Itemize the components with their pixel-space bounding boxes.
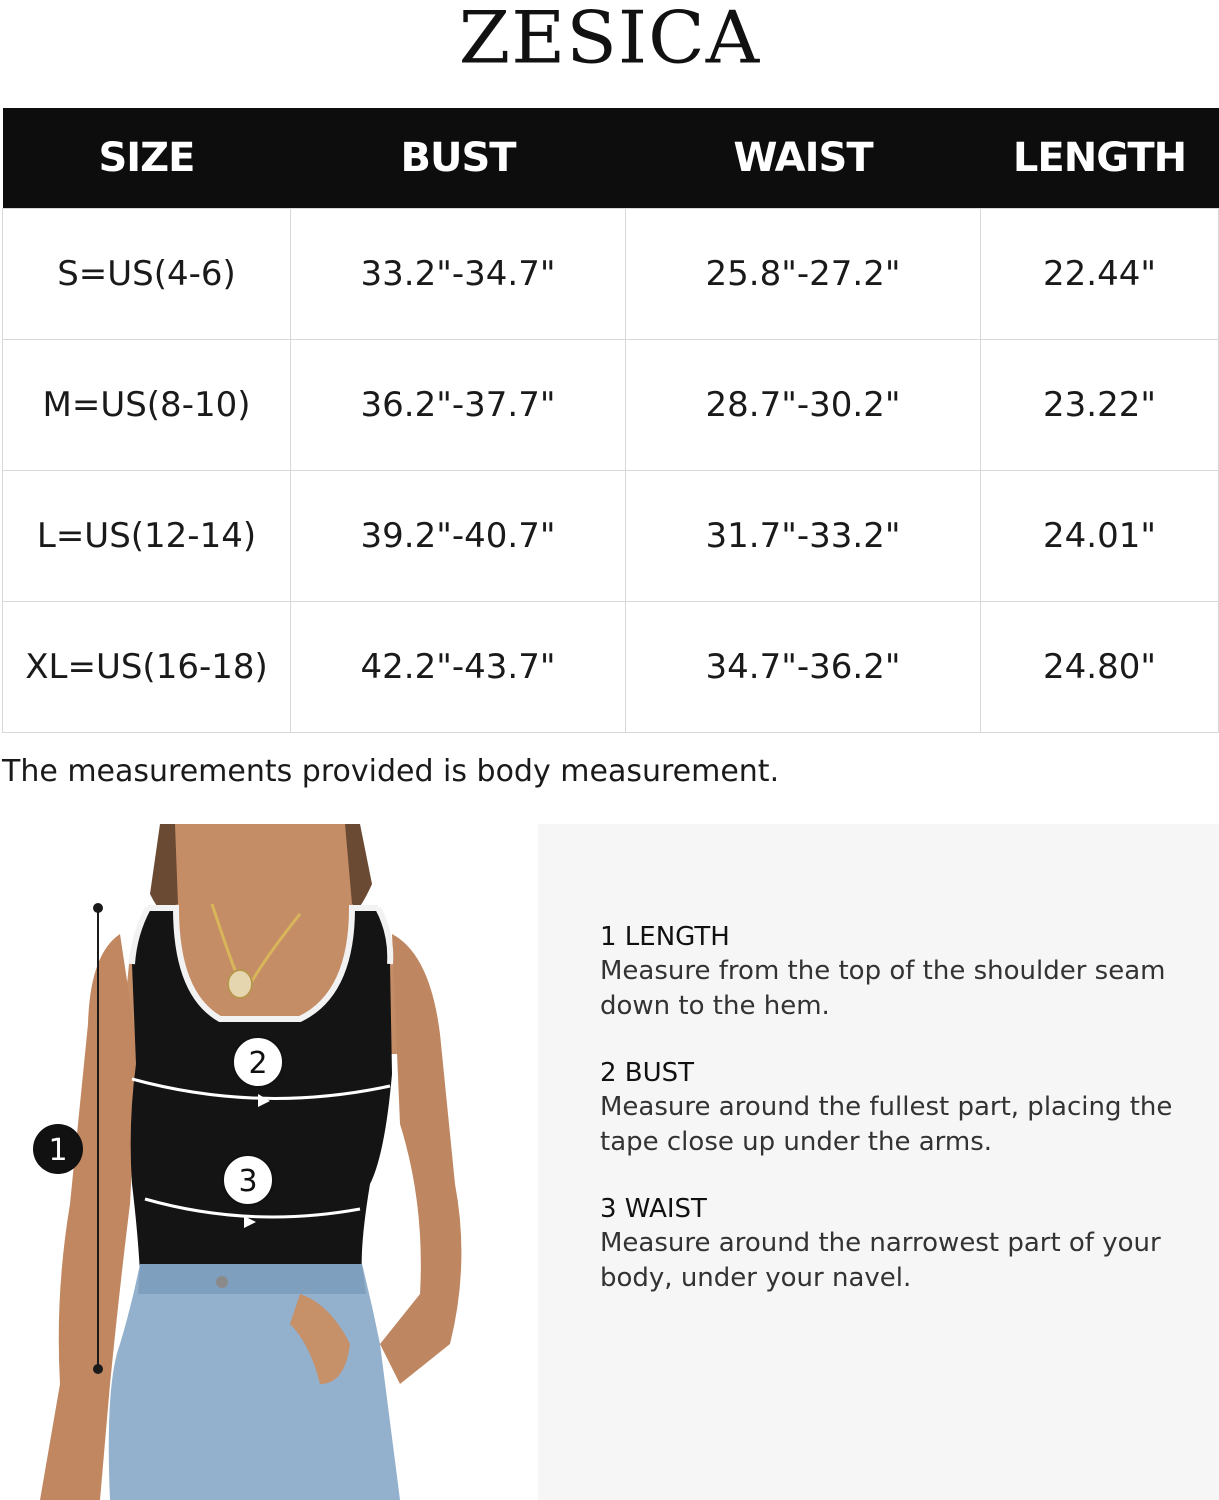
cell-bust: 42.2"-43.7": [291, 602, 626, 733]
size-chart-table: [2, 108, 1219, 733]
cell-waist: 25.8"-27.2": [626, 209, 981, 340]
header-waist: WAIST: [626, 108, 981, 209]
header-length: LENGTH: [981, 108, 1219, 209]
guide-text: Measure around the narrowest part of your body, under your navel.: [600, 1228, 1161, 1293]
cell-waist: 28.7"-30.2": [626, 340, 981, 471]
cell-length: 22.44": [981, 209, 1219, 340]
cell-bust: 39.2"-40.7": [291, 471, 626, 602]
jeans-shape: [109, 1264, 400, 1500]
table-row: [3, 471, 1219, 602]
brand-logo: ZESICA: [458, 0, 761, 81]
guide-text: Measure around the fullest part, placing the tape close up under the arms.: [600, 1092, 1173, 1157]
cell-size: L=US(12-14): [3, 471, 291, 602]
table-row: [3, 602, 1219, 733]
table-header-row: [3, 108, 1219, 209]
guide-item-bust: [600, 1056, 1200, 1160]
cell-bust: 36.2"-37.7": [291, 340, 626, 471]
cell-length: 24.80": [981, 602, 1219, 733]
guide-item-waist: [600, 1192, 1200, 1296]
cell-size: S=US(4-6): [3, 209, 291, 340]
guide-title: 2 BUST: [600, 1058, 695, 1088]
cell-size: M=US(8-10): [3, 340, 291, 471]
measuring-guide: [538, 824, 1219, 1500]
guide-text: Measure from the top of the shoulder seam down to the hem.: [600, 956, 1166, 1021]
marker-waist-label: 3: [238, 1164, 258, 1199]
length-bottom-dot: [93, 1364, 103, 1374]
cell-bust: 33.2"-34.7": [291, 209, 626, 340]
jeans-button-shape: [216, 1276, 228, 1288]
model-illustration: [0, 824, 538, 1500]
guide-title: 1 LENGTH: [600, 922, 730, 952]
header-bust: BUST: [291, 108, 626, 209]
cell-size: XL=US(16-18): [3, 602, 291, 733]
cell-waist: 34.7"-36.2": [626, 602, 981, 733]
measurement-note: The measurements provided is body measurement.: [2, 754, 780, 789]
marker-bust-label: 2: [248, 1046, 268, 1081]
table-row: [3, 209, 1219, 340]
cell-length: 23.22": [981, 340, 1219, 471]
pendant-shape: [228, 970, 252, 998]
marker-length-label: 1: [48, 1133, 68, 1168]
guide-title: 3 WAIST: [600, 1194, 707, 1224]
table-row: [3, 340, 1219, 471]
model-photo: [0, 824, 538, 1500]
jeans-waistband-shape: [138, 1264, 366, 1294]
guide-item-length: [600, 920, 1200, 1024]
length-top-dot: [93, 903, 103, 913]
cell-length: 24.01": [981, 471, 1219, 602]
cell-waist: 31.7"-33.2": [626, 471, 981, 602]
header-size: SIZE: [3, 108, 291, 209]
